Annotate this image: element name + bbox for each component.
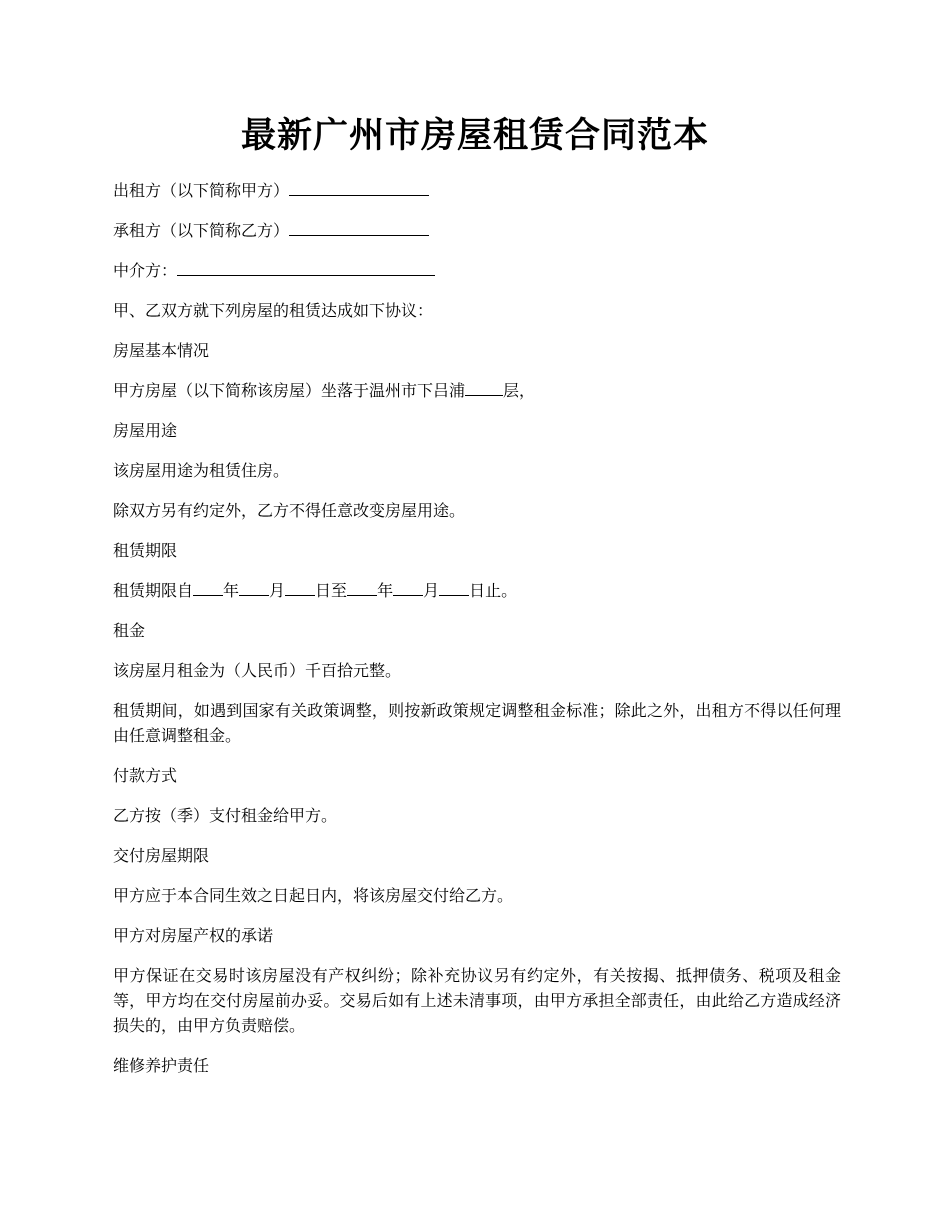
floor-blank [465,378,503,396]
rent-paragraph-1: 该房屋月租金为（人民币）千百拾元整。 [113,661,402,680]
lessor-blank [289,178,429,196]
start-day-blank [285,578,315,596]
basic-text-b: 层， [503,381,536,400]
section-heading-term: 租赁期限 [113,541,178,560]
use-paragraph-1: 该房屋用途为租赁住房。 [113,461,290,480]
section-heading-use: 房屋用途 [113,421,178,440]
end-year-blank [347,578,377,596]
end-day-blank [439,578,469,596]
rent-paragraph-2: 租赁期间，如遇到国家有关政策调整，则按新政策规定调整租金标准；除此之外，出租方不得以任何理由任意调整租金。 [113,701,841,745]
term-day-end: 日止。 [469,581,518,600]
agent-label: 中介方： [113,261,178,280]
section-heading-payment: 付款方式 [113,766,178,785]
term-day-to: 日至 [315,581,348,600]
term-month-2: 月 [423,581,440,600]
lessor-label: 出租方（以下简称甲方） [113,181,290,200]
payment-paragraph: 乙方按（季）支付租金给甲方。 [113,806,338,825]
lessee-blank [289,218,429,236]
end-month-blank [393,578,423,596]
document-title: 最新广州市房屋租赁合同范本 [240,116,709,156]
basic-text-a: 甲方房屋（以下简称该房屋）坐落于温州市下吕浦 [113,381,466,400]
lessee-line [113,218,841,243]
intro-paragraph: 甲、乙双方就下列房屋的租赁达成如下协议： [113,301,434,320]
section-heading-ownership: 甲方对房屋产权的承诺 [113,926,274,945]
document-body [113,178,841,1093]
ownership-paragraph: 甲方保证在交易时该房屋没有产权纠纷；除补充协议另有约定外，有关按揭、抵押债务、税项及租金等，甲方均在交付房屋前办妥。交易后如有上述未清事项，由甲方承担全部责任，由此给乙方造成经济损失的，由甲方负责赔偿。 [113,966,841,1035]
term-year-2: 年 [377,581,394,600]
term-year-1: 年 [223,581,240,600]
use-paragraph-2: 除双方另有约定外，乙方不得任意改变房屋用途。 [113,501,466,520]
start-year-blank [193,578,223,596]
start-month-blank [239,578,269,596]
basic-paragraph [113,378,841,403]
lessee-label: 承租方（以下简称乙方） [113,221,290,240]
section-heading-rent: 租金 [113,621,146,640]
delivery-paragraph: 甲方应于本合同生效之日起日内，将该房屋交付给乙方。 [113,886,514,905]
agent-blank [177,258,435,276]
agent-line [113,258,841,283]
term-paragraph [113,578,841,603]
lessor-line [113,178,841,203]
term-prefix: 租赁期限自 [113,581,194,600]
section-heading-delivery: 交付房屋期限 [113,846,210,865]
section-heading-basic: 房屋基本情况 [113,341,210,360]
term-month-1: 月 [269,581,286,600]
section-heading-maintenance: 维修养护责任 [113,1056,210,1075]
